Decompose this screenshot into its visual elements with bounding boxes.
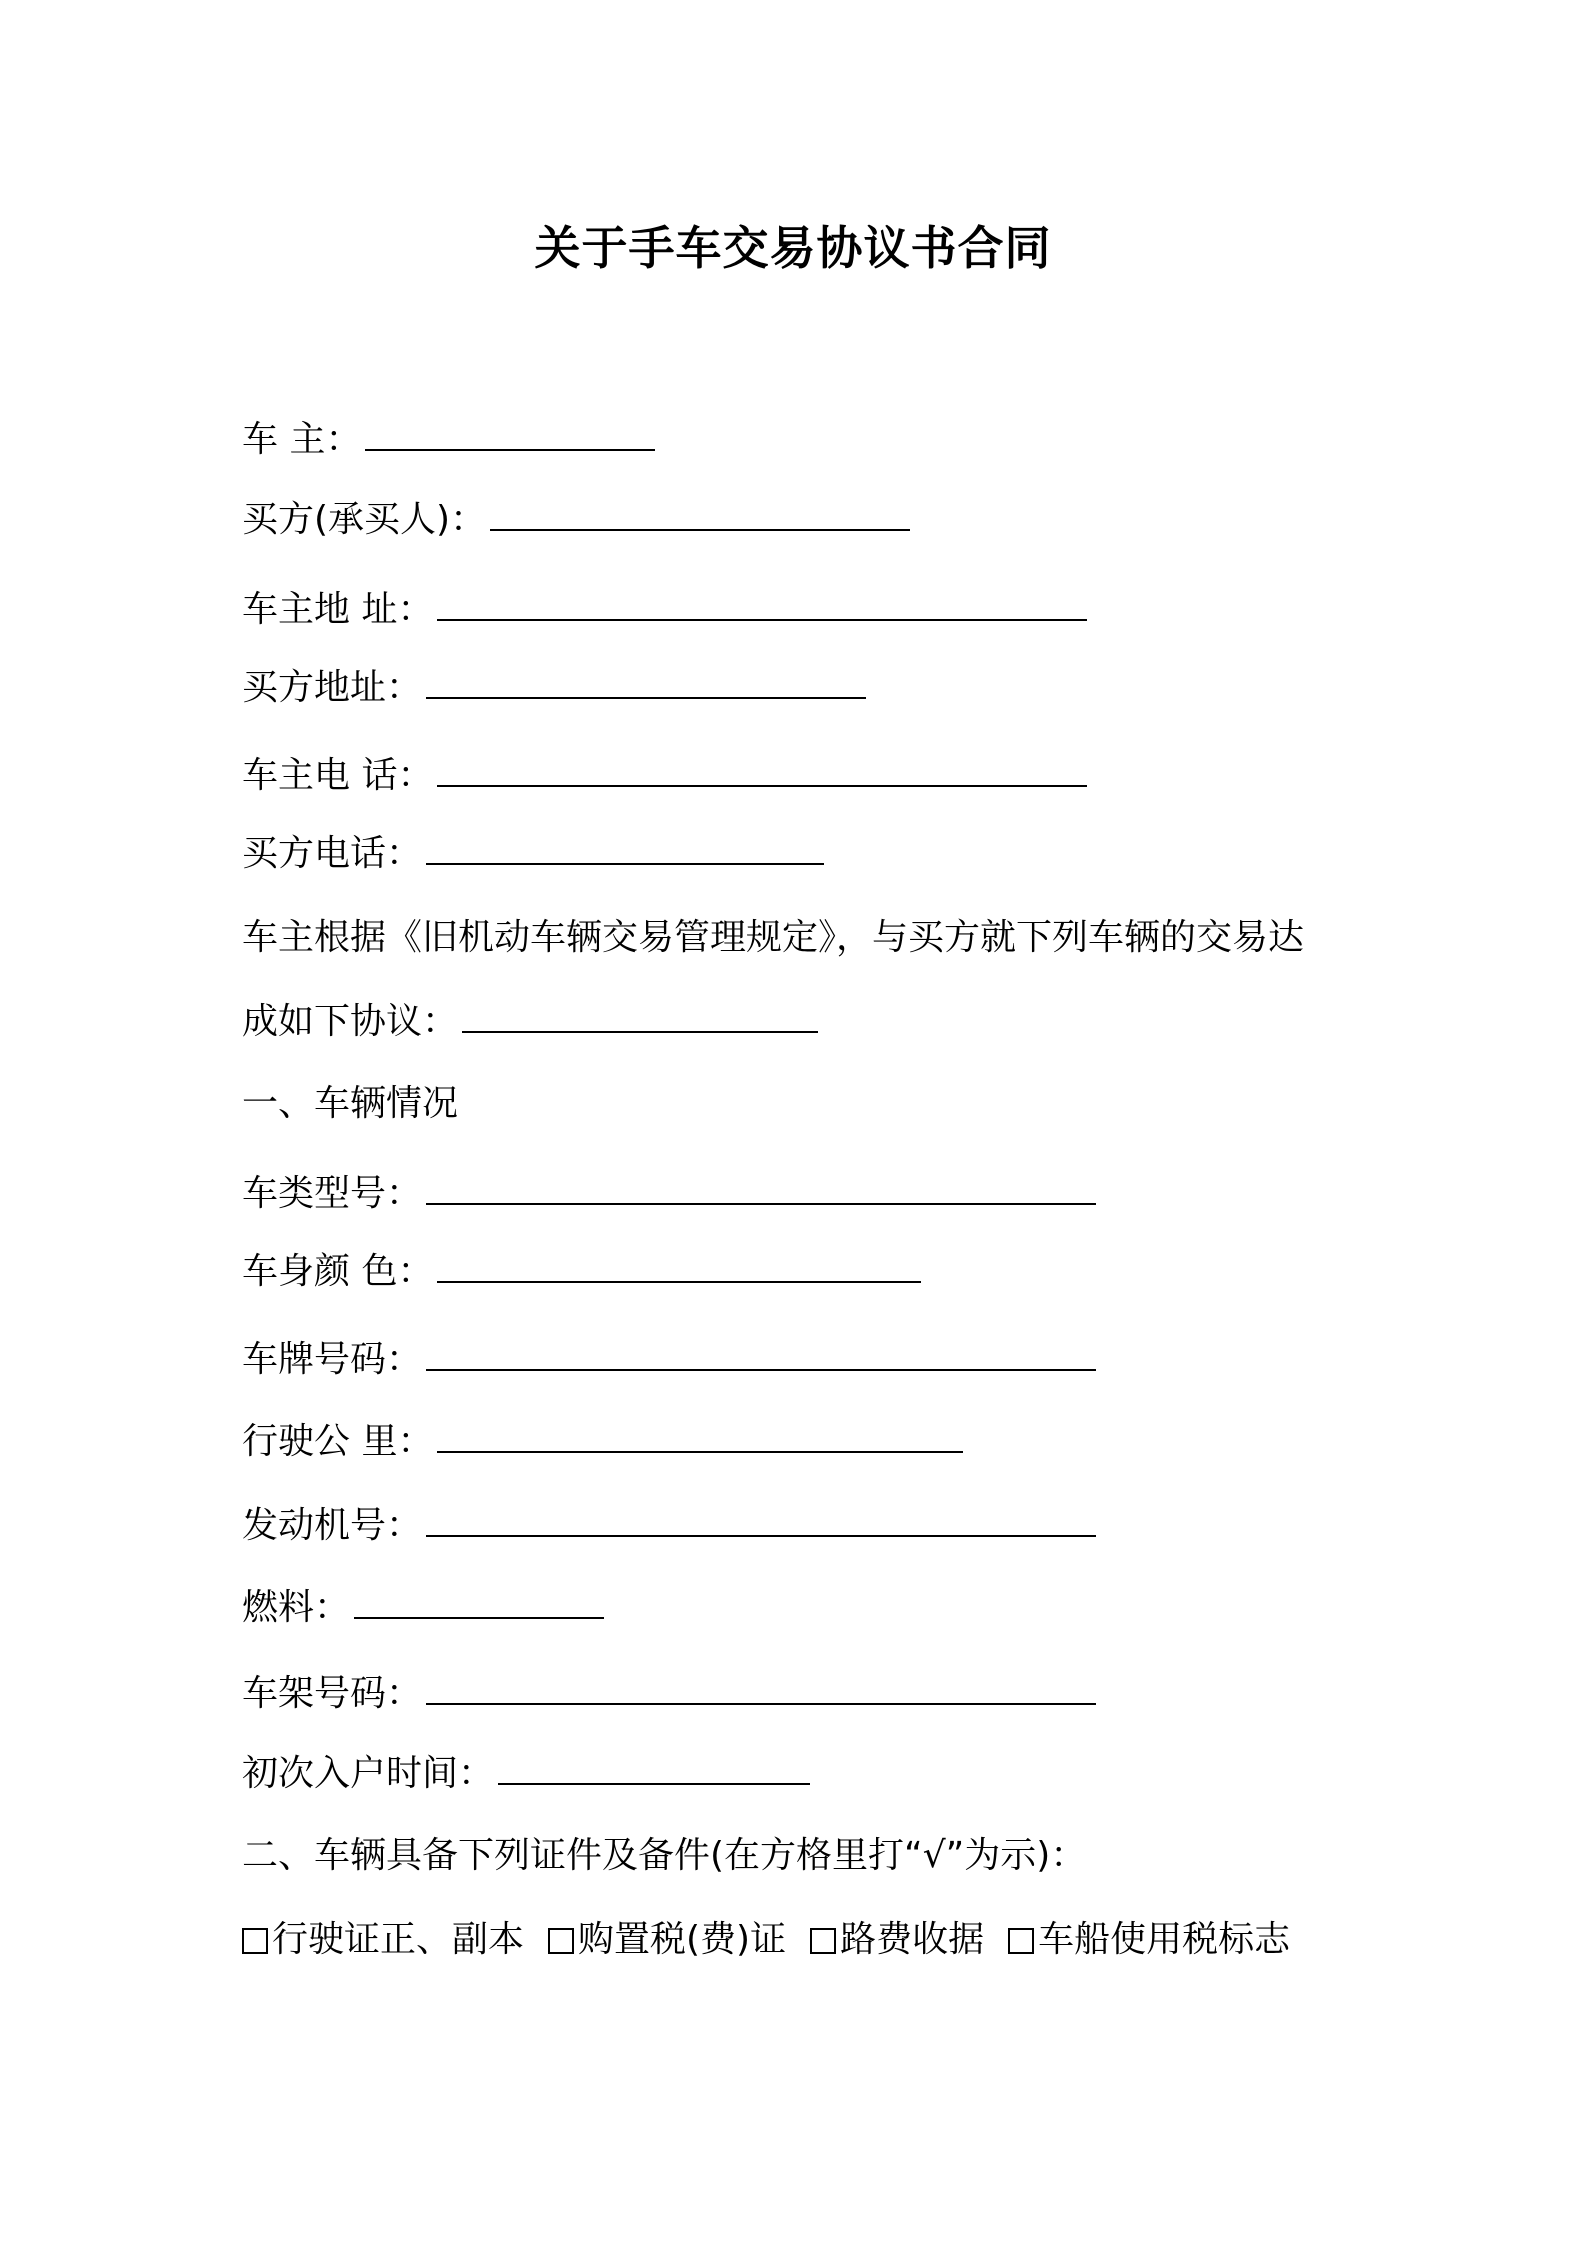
mileage-label: 行驶公 里： bbox=[242, 1421, 434, 1462]
fuel-label: 燃料： bbox=[242, 1587, 351, 1628]
mileage-blank[interactable] bbox=[437, 1421, 963, 1453]
first-registration-label: 初次入户时间： bbox=[242, 1753, 495, 1794]
plate-label: 车牌号码： bbox=[242, 1339, 423, 1380]
fuel-field bbox=[242, 1586, 604, 1630]
owner-field bbox=[242, 418, 655, 462]
buyer-field bbox=[242, 498, 910, 542]
owner-address-blank[interactable] bbox=[437, 589, 1087, 621]
owner-address-label: 车主地 址： bbox=[242, 589, 434, 630]
owner-blank[interactable] bbox=[365, 419, 655, 451]
buyer-address-blank[interactable] bbox=[426, 667, 866, 699]
owner-phone-field bbox=[242, 754, 1087, 798]
model-label: 车类型号： bbox=[242, 1173, 423, 1214]
frame-label: 车架号码： bbox=[242, 1673, 423, 1714]
checkbox-purchase-tax[interactable] bbox=[548, 1928, 574, 1954]
owner-phone-blank[interactable] bbox=[437, 755, 1087, 787]
frame-blank[interactable] bbox=[426, 1673, 1096, 1705]
owner-phone-label: 车主电 话： bbox=[242, 755, 434, 796]
section2-heading: 二、车辆具备下列证件及备件(在方格里打“√”为示)： bbox=[242, 1835, 1087, 1876]
engine-field bbox=[242, 1504, 1096, 1548]
buyer-address-field bbox=[242, 666, 866, 710]
buyer-blank[interactable] bbox=[490, 499, 910, 531]
checkbox-label-toll-receipt: 路费收据 bbox=[840, 1919, 985, 1960]
intro-paragraph-line1: 车主根据《旧机动车辆交易管理规定》，与买方就下列车辆的交易达 bbox=[242, 917, 1305, 958]
owner-address-field bbox=[242, 588, 1087, 632]
checkbox-label-purchase-tax: 购置税(费)证 bbox=[578, 1919, 787, 1960]
buyer-address-label: 买方地址： bbox=[242, 667, 423, 708]
checkbox-label-driving-license: 行驶证正、副本 bbox=[272, 1919, 525, 1960]
first-registration-blank[interactable] bbox=[498, 1753, 810, 1785]
intro-paragraph-line2 bbox=[242, 1000, 818, 1044]
buyer-phone-label: 买方电话： bbox=[242, 833, 423, 874]
fuel-blank[interactable] bbox=[354, 1587, 604, 1619]
color-label: 车身颜 色： bbox=[242, 1251, 434, 1292]
buyer-phone-field bbox=[242, 832, 824, 876]
checkbox-driving-license[interactable] bbox=[242, 1928, 268, 1954]
first-registration-field bbox=[242, 1752, 810, 1796]
frame-field bbox=[242, 1672, 1096, 1716]
checkbox-toll-receipt[interactable] bbox=[810, 1928, 836, 1954]
color-field bbox=[242, 1250, 921, 1294]
documents-checklist bbox=[242, 1918, 1290, 1962]
section1-heading: 一、车辆情况 bbox=[242, 1083, 459, 1124]
plate-field bbox=[242, 1338, 1096, 1382]
buyer-label: 买方(承买人)： bbox=[242, 499, 487, 540]
engine-blank[interactable] bbox=[426, 1505, 1096, 1537]
checkbox-vehicle-tax[interactable] bbox=[1008, 1928, 1034, 1954]
plate-blank[interactable] bbox=[426, 1339, 1096, 1371]
checkbox-label-vehicle-tax: 车船使用税标志 bbox=[1038, 1919, 1291, 1960]
owner-label: 车 主： bbox=[242, 419, 362, 460]
engine-label: 发动机号： bbox=[242, 1505, 423, 1546]
model-blank[interactable] bbox=[426, 1173, 1096, 1205]
document-title: 关于手车交易协议书合同 bbox=[534, 221, 1052, 275]
agreement-blank[interactable] bbox=[462, 1001, 818, 1033]
model-field bbox=[242, 1172, 1096, 1216]
buyer-phone-blank[interactable] bbox=[426, 833, 824, 865]
color-blank[interactable] bbox=[437, 1251, 921, 1283]
intro-line2-text: 成如下协议： bbox=[242, 1001, 459, 1042]
mileage-field bbox=[242, 1420, 963, 1464]
